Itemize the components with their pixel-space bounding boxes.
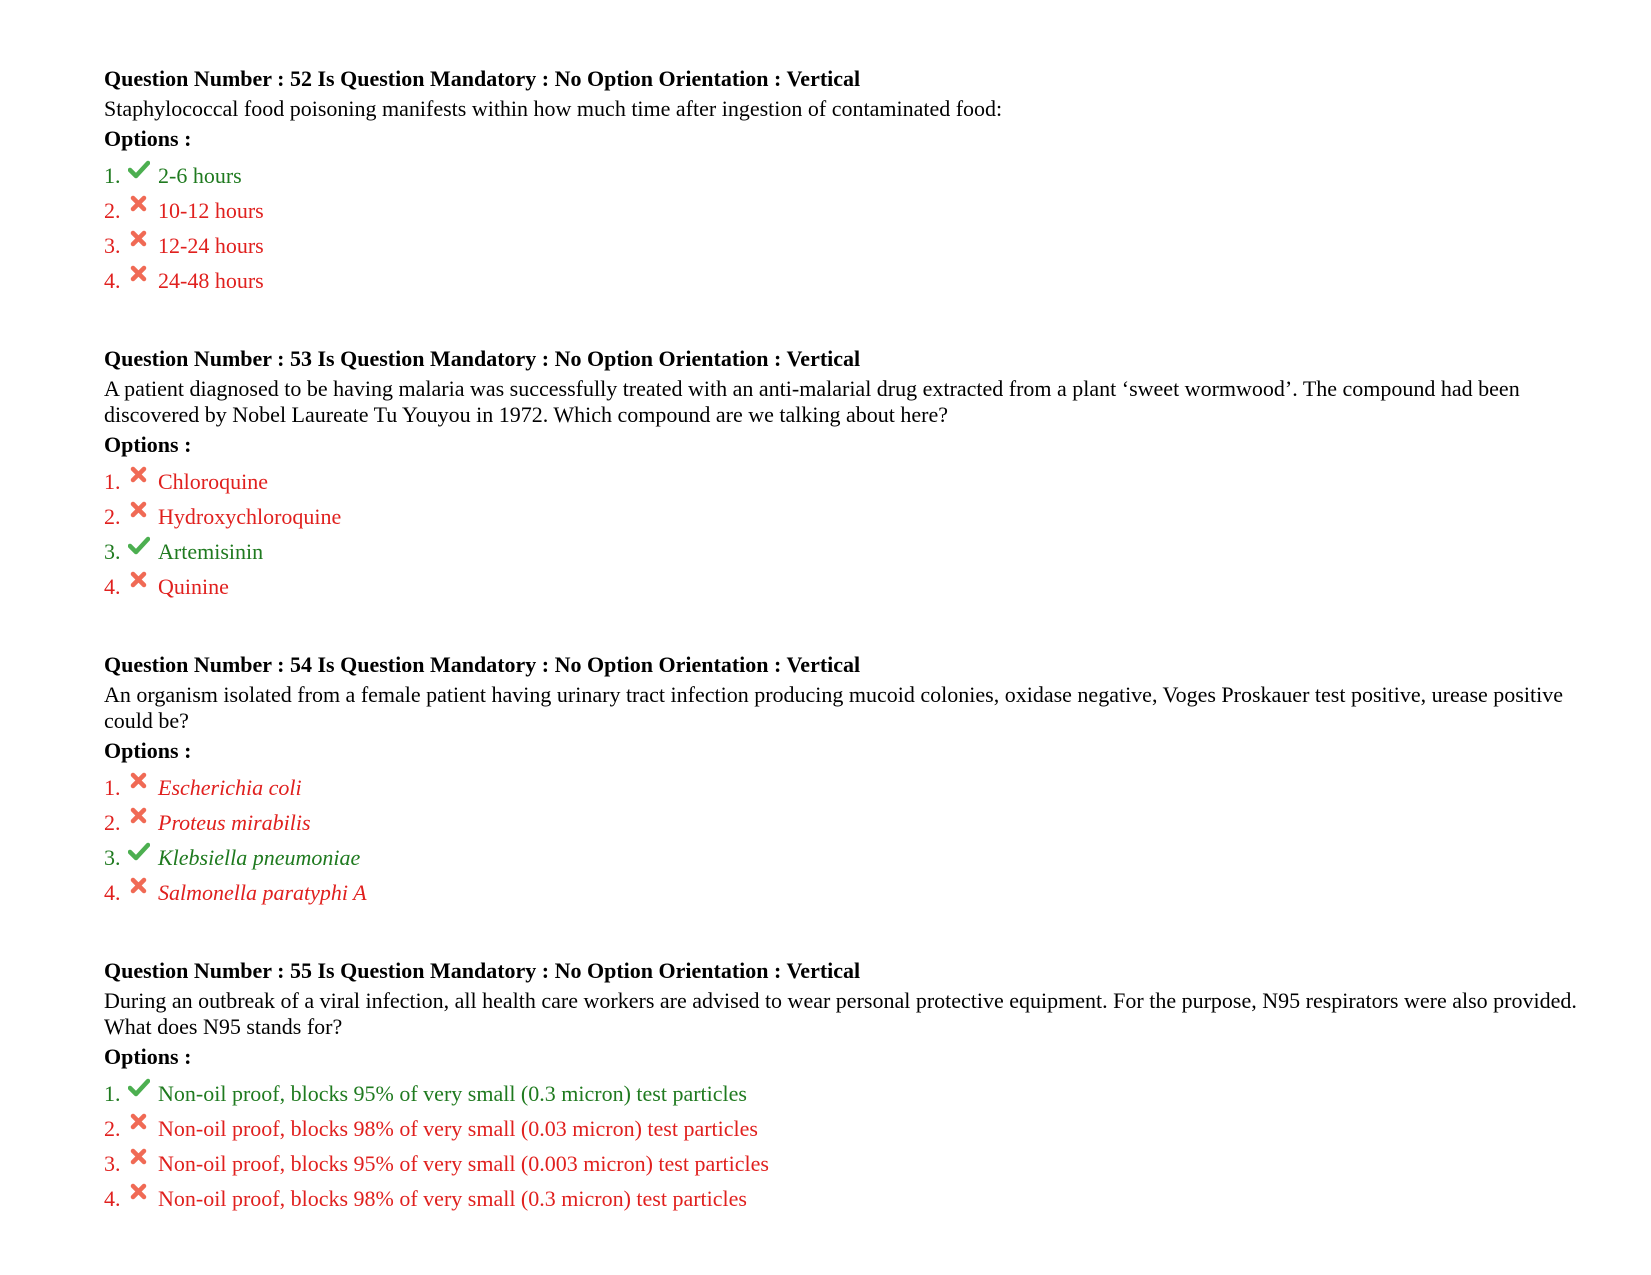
- question-paper: [104, 64, 1584, 1262]
- option-text: 24-48 hours: [158, 268, 264, 293]
- option-number: 4.: [104, 880, 121, 905]
- option-text: 10-12 hours: [158, 198, 264, 223]
- option-wrong: [104, 228, 1584, 263]
- option-text: Salmonella paratyphi A: [158, 880, 367, 905]
- cross-icon: [128, 571, 150, 591]
- option-text: 12-24 hours: [158, 233, 264, 258]
- cross-icon: [128, 265, 150, 285]
- option-text: Non-oil proof, blocks 95% of very small (0.3 micron) test particles: [158, 1081, 747, 1106]
- option-number: 1.: [104, 469, 121, 494]
- option-correct: [104, 1076, 1584, 1111]
- option-wrong: [104, 875, 1584, 910]
- options-label: Options :: [104, 126, 192, 151]
- option-text: Quinine: [158, 574, 229, 599]
- options-label: Options :: [104, 1044, 192, 1069]
- option-text: Proteus mirabilis: [158, 810, 311, 835]
- option-list: [104, 770, 1584, 910]
- question-block: [104, 956, 1584, 1216]
- question-block: [104, 650, 1584, 910]
- question-header: Question Number : 54 Is Question Mandatory : No Option Orientation : Vertical: [104, 652, 861, 677]
- cross-icon: [128, 501, 150, 521]
- option-text: 2-6 hours: [158, 163, 242, 188]
- cross-icon: [128, 230, 150, 250]
- option-text: Non-oil proof, blocks 95% of very small (0.003 micron) test particles: [158, 1151, 769, 1176]
- question-text: Staphylococcal food poisoning manifests within how much time after ingestion of contaminated food:: [104, 96, 1003, 121]
- option-list: [104, 464, 1584, 604]
- option-list: [104, 158, 1584, 298]
- option-wrong: [104, 193, 1584, 228]
- option-correct: [104, 840, 1584, 875]
- option-wrong: [104, 805, 1584, 840]
- option-wrong: [104, 770, 1584, 805]
- question-text: During an outbreak of a viral infection, all health care workers are advised to wear personal protective equipment. For the purpose, N95 respirators were also provided. What does N95 stands for?: [104, 988, 1577, 1039]
- options-label: Options :: [104, 432, 192, 457]
- option-number: 1.: [104, 775, 121, 800]
- option-text: Non-oil proof, blocks 98% of very small (0.03 micron) test particles: [158, 1116, 758, 1141]
- option-number: 3.: [104, 233, 121, 258]
- option-correct: [104, 158, 1584, 193]
- option-number: 3.: [104, 539, 121, 564]
- check-icon: [128, 160, 150, 180]
- option-wrong: [104, 1111, 1584, 1146]
- option-wrong: [104, 1181, 1584, 1216]
- option-number: 2.: [104, 1116, 121, 1141]
- cross-icon: [128, 1148, 150, 1168]
- question-header: Question Number : 52 Is Question Mandatory : No Option Orientation : Vertical: [104, 66, 861, 91]
- option-number: 3.: [104, 1151, 121, 1176]
- cross-icon: [128, 1113, 150, 1133]
- check-icon: [128, 842, 150, 862]
- option-wrong: [104, 1146, 1584, 1181]
- check-icon: [128, 536, 150, 556]
- option-number: 4.: [104, 1186, 121, 1211]
- option-text: Non-oil proof, blocks 98% of very small (0.3 micron) test particles: [158, 1186, 747, 1211]
- option-wrong: [104, 263, 1584, 298]
- option-number: 4.: [104, 574, 121, 599]
- option-correct: [104, 534, 1584, 569]
- option-text: Chloroquine: [158, 469, 268, 494]
- question-text: A patient diagnosed to be having malaria was successfully treated with an anti-malarial drug extracted from a plant ‘sweet wormwood’. The compound had been discovered by Nobel Laureate Tu Youyou in 1972. Which compound are we talking about here?: [104, 376, 1520, 427]
- option-text: Escherichia coli: [158, 775, 302, 800]
- check-icon: [128, 1078, 150, 1098]
- cross-icon: [128, 466, 150, 486]
- cross-icon: [128, 772, 150, 792]
- option-wrong: [104, 464, 1584, 499]
- cross-icon: [128, 877, 150, 897]
- question-block: [104, 64, 1584, 298]
- option-number: 2.: [104, 198, 121, 223]
- option-wrong: [104, 569, 1584, 604]
- cross-icon: [128, 1183, 150, 1203]
- option-number: 2.: [104, 504, 121, 529]
- options-label: Options :: [104, 738, 192, 763]
- option-number: 3.: [104, 845, 121, 870]
- question-header: Question Number : 55 Is Question Mandatory : No Option Orientation : Vertical: [104, 958, 861, 983]
- option-number: 1.: [104, 163, 121, 188]
- option-number: 2.: [104, 810, 121, 835]
- question-block: [104, 344, 1584, 604]
- option-text: Hydroxychloroquine: [158, 504, 342, 529]
- option-list: [104, 1076, 1584, 1216]
- option-wrong: [104, 499, 1584, 534]
- option-number: 1.: [104, 1081, 121, 1106]
- option-text: Klebsiella pneumoniae: [158, 845, 361, 870]
- option-number: 4.: [104, 268, 121, 293]
- option-text: Artemisinin: [158, 539, 264, 564]
- cross-icon: [128, 195, 150, 215]
- question-header: Question Number : 53 Is Question Mandatory : No Option Orientation : Vertical: [104, 346, 861, 371]
- cross-icon: [128, 807, 150, 827]
- question-text: An organism isolated from a female patient having urinary tract infection producing mucoid colonies, oxidase negative, Voges Proskauer test positive, urease positive could be?: [104, 682, 1563, 733]
